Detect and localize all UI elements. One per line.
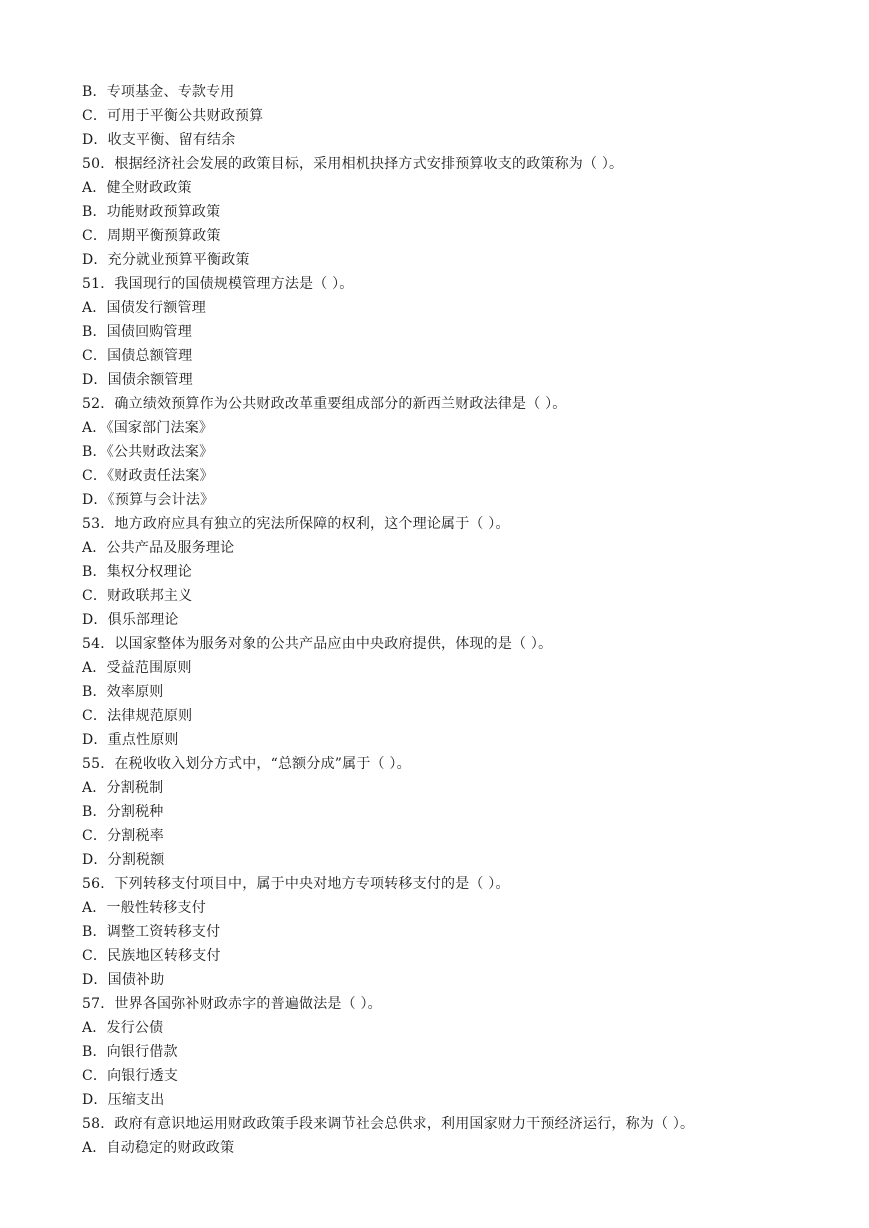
answer-option: B．国债回购管理 — [82, 324, 192, 340]
answer-option: A．受益范围原则 — [82, 660, 192, 676]
answer-option: B．专项基金、专款专用 — [82, 84, 235, 100]
question-stem: 54．以国家整体为服务对象的公共产品应由中央政府提供，体现的是（ ）。 — [82, 636, 553, 652]
answer-option: B．集权分权理论 — [82, 564, 192, 580]
answer-option: D．《预算与会计法》 — [82, 492, 215, 508]
question-stem: 57．世界各国弥补财政赤字的普遍做法是（ ）。 — [82, 996, 382, 1012]
answer-option: C．民族地区转移支付 — [82, 948, 221, 964]
question-stem: 50．根据经济社会发展的政策目标，采用相机抉择方式安排预算收支的政策称为（ ）。 — [82, 156, 624, 172]
answer-option: B．功能财政预算政策 — [82, 204, 221, 220]
answer-option: B．《公共财政法案》 — [82, 444, 214, 460]
answer-option: A．《国家部门法案》 — [82, 420, 214, 436]
answer-option: A．国债发行额管理 — [82, 300, 206, 316]
answer-option: B．向银行借款 — [82, 1044, 178, 1060]
answer-option: A．健全财政政策 — [82, 180, 192, 196]
answer-option: A．发行公债 — [82, 1020, 164, 1036]
exam-page — [82, 80, 842, 1160]
answer-option: C．分割税率 — [82, 828, 164, 844]
answer-option: C．周期平衡预算政策 — [82, 228, 221, 244]
answer-option: C．财政联邦主义 — [82, 588, 193, 604]
answer-option: D．重点性原则 — [82, 732, 179, 748]
answer-option: D．压缩支出 — [82, 1092, 165, 1108]
answer-option: D．国债余额管理 — [82, 372, 193, 388]
answer-option: C．可用于平衡公共财政预算 — [82, 108, 264, 124]
answer-option: C．《财政责任法案》 — [82, 468, 214, 484]
answer-option: C．法律规范原则 — [82, 708, 193, 724]
answer-option: B．调整工资转移支付 — [82, 924, 221, 940]
answer-option: D．收支平衡、留有结余 — [82, 132, 236, 148]
answer-option: B．分割税种 — [82, 804, 164, 820]
question-stem: 53．地方政府应具有独立的宪法所保障的权利，这个理论属于（ ）。 — [82, 516, 510, 532]
answer-option: D．国债补助 — [82, 972, 165, 988]
question-stem: 58．政府有意识地运用财政政策手段来调节社会总供求，利用国家财力干预经济运行，称为（ ）。 — [82, 1116, 695, 1132]
answer-option: A．公共产品及服务理论 — [82, 540, 235, 556]
answer-option: D．充分就业预算平衡政策 — [82, 252, 250, 268]
question-stem: 51．我国现行的国债规模管理方法是（ ）。 — [82, 276, 354, 292]
question-stem: 55．在税收收入划分方式中，“总额分成”属于（ ）。 — [82, 756, 411, 772]
answer-option: D．分割税额 — [82, 852, 165, 868]
answer-option: A．分割税制 — [82, 780, 164, 796]
answer-option: A．一般性转移支付 — [82, 900, 206, 916]
question-stem: 56．下列转移支付项目中，属于中央对地方专项转移支付的是（ ）。 — [82, 876, 510, 892]
answer-option: A．自动稳定的财政政策 — [82, 1140, 235, 1156]
answer-option: C．国债总额管理 — [82, 348, 193, 364]
answer-option: B．效率原则 — [82, 684, 164, 700]
answer-option: C．向银行透支 — [82, 1068, 179, 1084]
question-stem: 52．确立绩效预算作为公共财政改革重要组成部分的新西兰财政法律是（ ）。 — [82, 396, 567, 412]
answer-option: D．俱乐部理论 — [82, 612, 179, 628]
